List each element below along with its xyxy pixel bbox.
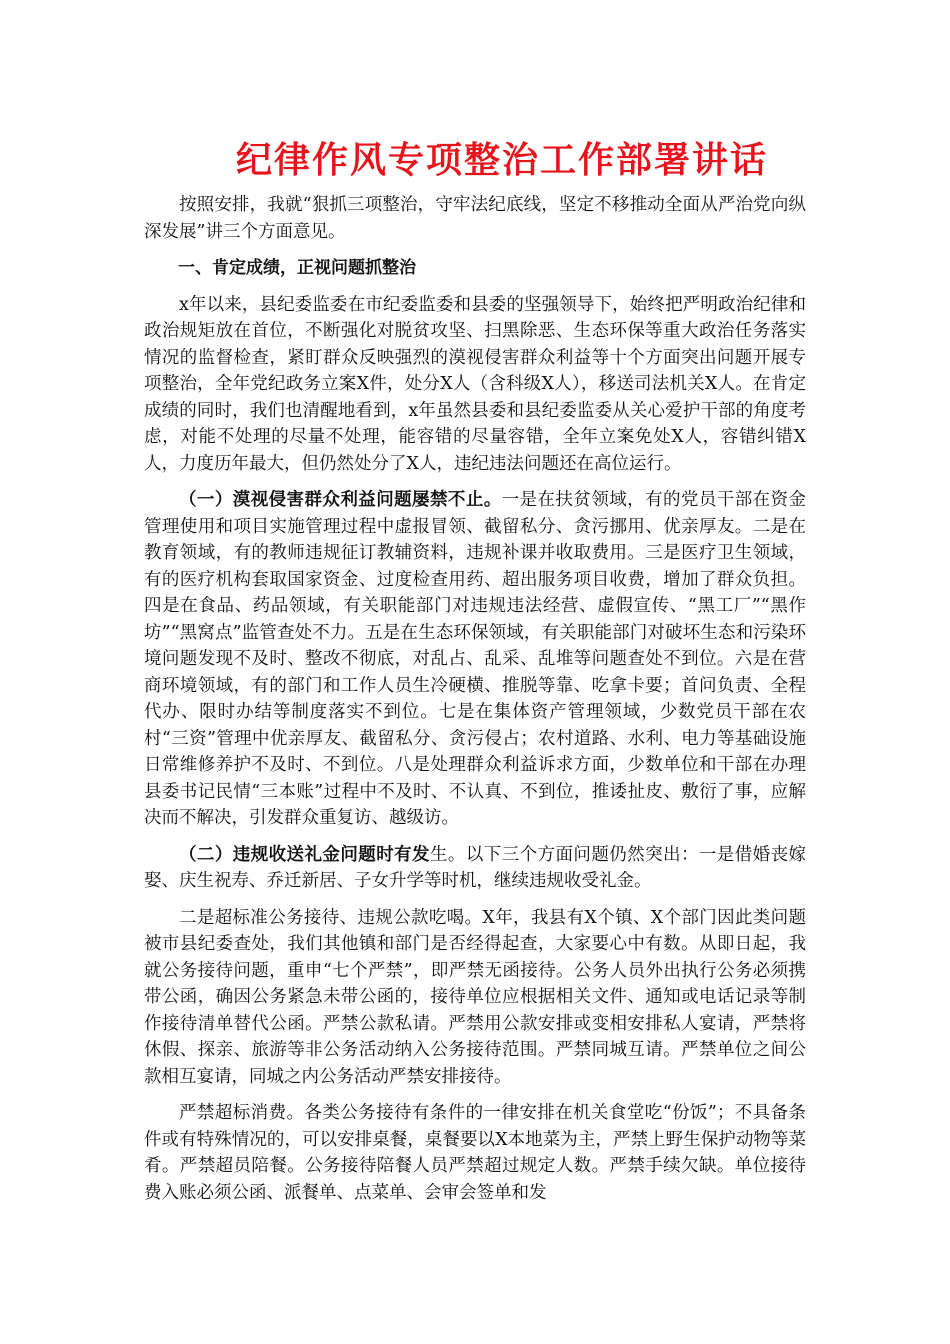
section-heading-1: 一、肯定成绩，正视问题抓整治 (178, 258, 416, 278)
paragraph-gift-money-text: 生。以下三个方面问题仍然突出：一是借婚丧嫁娶、庆生祝寿、乔迁新居、子女升学等时机，继续违规收受礼金。 (144, 844, 807, 891)
intro-paragraph: 按照安排，我就“狠抓三项整治，守牢法纪底线，坚定不移推动全面从严治党向纵深发展”讲三个方面意见。 (144, 195, 806, 242)
paragraph-mass-interest-text: 一是在扶贫领域，有的党员干部在资金管理使用和项目实施管理过程中虚报冒领、截留私分、贪污挪用、优亲厚友。二是在教育领域，有的教师违规征订教辅资料，违规补课并收取费用。三是医疗卫生领域，有的医疗机构套取国家资金、过度检查用药、超出服务项目收费，增加了群众负担。四是在食品、药品领域，有关职能部门对违规违法经营、虚假宣传、“黑工厂”“黑作坊”“黑窝点”监管查处不力。五是在生态环保领域，有关职能部门对破坏生态和污染环境问题发现不及时、整改不彻底，对乱占、乱采、乱堆等问题查处不到位。六是在营商环境领域，有的部门和工作人员生冷硬横、推脱等靠、吃拿卡要；首问负责、全程代办、限时办结等制度落实不到位。七是在集体资产管理领域，少数党员干部在农村“三资”管理中优亲厚友、截留私分、贪污侵占；农村道路、水利、电力等基础设施日常维修养护不及时、不到位。八是处理群众利益诉求方面，少数单位和干部在办理县委书记民情“三本账”过程中不及时、不认真、不到位，推诿扯皮、敷衍了事，应解决而不解决，引发群众重复访、越级访。 (144, 490, 807, 828)
subheading-1: （一）漠视侵害群众利益问题屡禁不止。 (179, 490, 502, 510)
paragraph-gift-money (144, 842, 806, 895)
document-body (144, 192, 806, 1216)
document-title: 纪律作风专项整治工作部署讲话 (235, 139, 768, 181)
paragraph-excess-consumption: 严禁超标消费。各类公务接待有条件的一律安排在机关食堂吃“份饭”；不具备条件或有特殊情况的，可以安排桌餐，桌餐要以X本地菜为主，严禁上野生保护动物等菜肴。严禁超员陪餐。公务接待陪餐人员严禁超过规定人数。严禁手续欠缺。单位接待费入账必须公函、派餐单、点菜单、会审会签单和发 (144, 1103, 806, 1203)
paragraph-official-reception: 二是超标准公务接待、违规公款吃喝。X年，我县有X个镇、X个部门因此类问题被市县纪委查处，我们其他镇和部门是否经得起查，大家要心中有数。从即日起，我就公务接待问题，重申“七个严禁”，即严禁无函接待。公务人员外出执行公务必须携带公函，确因公务紧急未带公函的，接待单位应根据相关文件、通知或电话记录等制作接待清单替代公函。严禁公款私请。严禁用公款安排或变相安排私人宴请，严禁将休假、探亲、旅游等非公务活动纳入公务接待范围。严禁同城互请。严禁单位之间公款相互宴请，同城之内公务活动严禁安排接待。 (144, 907, 806, 1087)
subheading-2: （二）违规收送礼金问题时有发 (179, 844, 430, 865)
paragraph-achievements: x年以来，县纪委监委在市纪委监委和县委的坚强领导下，始终把严明政治纪律和政治规矩放在首位，不断强化对脱贫攻坚、扫黑除恶、生态环保等重大政治任务落实情况的监督检查，紧盯群众反映强烈的漠视侵害群众利益等十个方面突出问题开展专项整治，全年党纪政务立案X件，处分X人（含科级X人），移送司法机关X人。在肯定成绩的同时，我们也清醒地看到，x年虽然县委和县纪委监委从关心爱护干部的角度考虑，对能不处理的尽量不处理，能容错的尽量容错，全年立案免处X人，容错纠错X人，力度历年最大，但仍然处分了X人，违纪违法问题还在高位运行。 (144, 294, 806, 474)
paragraph-mass-interest (144, 487, 806, 832)
